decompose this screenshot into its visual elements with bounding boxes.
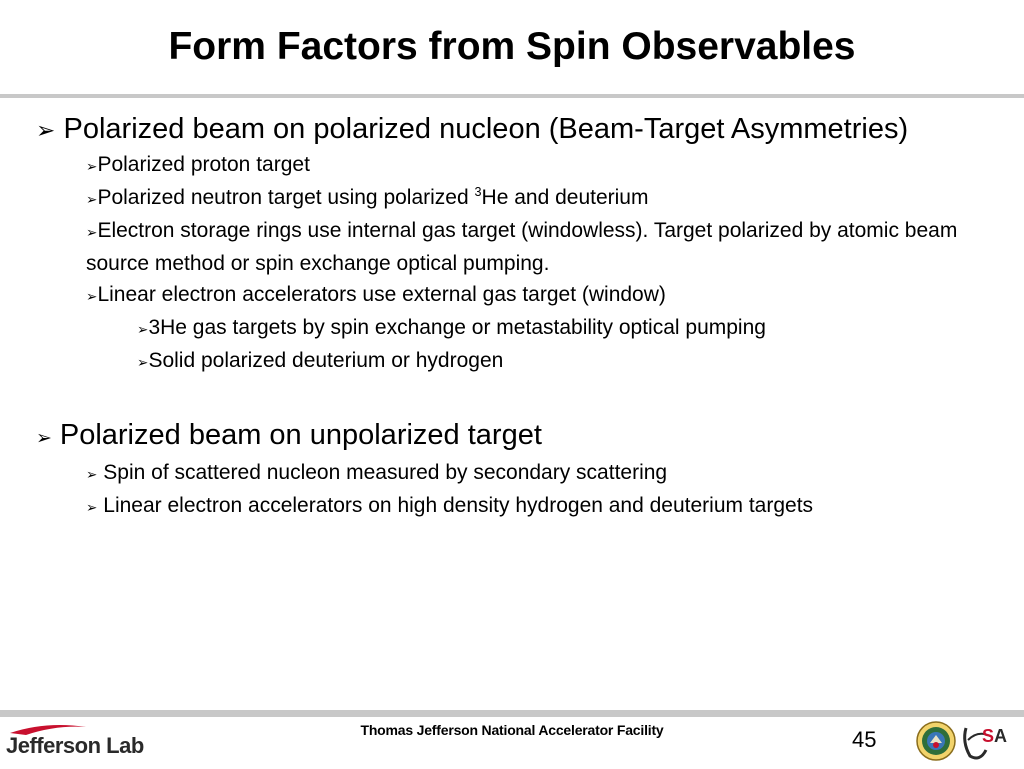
bullet-level1: [36, 110, 996, 149]
arrow-bullet-icon: ➢: [86, 467, 98, 482]
superscript: 3: [474, 185, 482, 199]
doe-seal-icon: [916, 721, 956, 761]
arrow-bullet-icon: ➢: [86, 289, 98, 304]
arrow-bullet-icon: ➢: [86, 192, 98, 207]
bullet-text: He and deuterium: [481, 186, 649, 209]
bullet-text: Linear electron accelerators use external gas target (window): [97, 283, 666, 306]
bullet-text: Linear electron accelerators on high density hydrogen and deuterium targets: [103, 494, 814, 517]
title-bar: [0, 0, 1024, 100]
bullet-text: Electron storage rings use internal gas target (windowless). Target polarized by atomic beam source method or spin exchange optical pumping.: [86, 219, 958, 275]
section2-heading: Polarized beam on unpolarized target: [59, 419, 542, 451]
bullet-level2: [36, 215, 996, 279]
bullet-level3: [36, 345, 996, 378]
arrow-bullet-icon: ➢: [137, 355, 149, 370]
bullet-text: Polarized neutron target using polarized: [97, 186, 475, 209]
arrow-bullet-icon: ➢: [86, 225, 98, 240]
spacer: [36, 378, 996, 416]
bullet-level2: [36, 149, 996, 182]
footer-organization: Thomas Jefferson National Accelerator Facility: [360, 722, 664, 738]
bullet-text: Polarized proton target: [97, 153, 310, 176]
slide-content: [36, 110, 996, 523]
section1-heading: Polarized beam on polarized nucleon (Beam-Target Asymmetries): [63, 113, 909, 145]
bullet-text: 3He gas targets by spin exchange or metastability optical pumping: [148, 316, 766, 339]
title-divider: [0, 94, 1024, 98]
bullet-level2: [36, 457, 996, 490]
bullet-level2: [36, 182, 996, 215]
svg-text:S: S: [982, 726, 995, 746]
jsa-logo: [960, 720, 1022, 764]
bullet-level2: [36, 279, 996, 312]
arrow-bullet-icon: ➢: [86, 159, 98, 174]
arrow-bullet-icon: ➢: [36, 427, 52, 448]
page-number: 45: [852, 727, 877, 752]
footer-divider: [0, 710, 1024, 717]
slide-title: Form Factors from Spin Observables: [168, 25, 856, 68]
bullet-level2: [36, 490, 996, 523]
arrow-bullet-icon: ➢: [36, 117, 56, 143]
bullet-level1: [36, 416, 996, 457]
jlab-logo-text: Jefferson Lab: [6, 733, 144, 758]
bullet-text: Solid polarized deuterium or hydrogen: [148, 349, 504, 372]
arrow-bullet-icon: ➢: [86, 500, 98, 515]
arrow-bullet-icon: ➢: [137, 322, 149, 337]
bullet-level3: [36, 312, 996, 345]
bullet-text: Spin of scattered nucleon measured by secondary scattering: [103, 461, 668, 484]
svg-text:A: A: [994, 726, 1007, 746]
